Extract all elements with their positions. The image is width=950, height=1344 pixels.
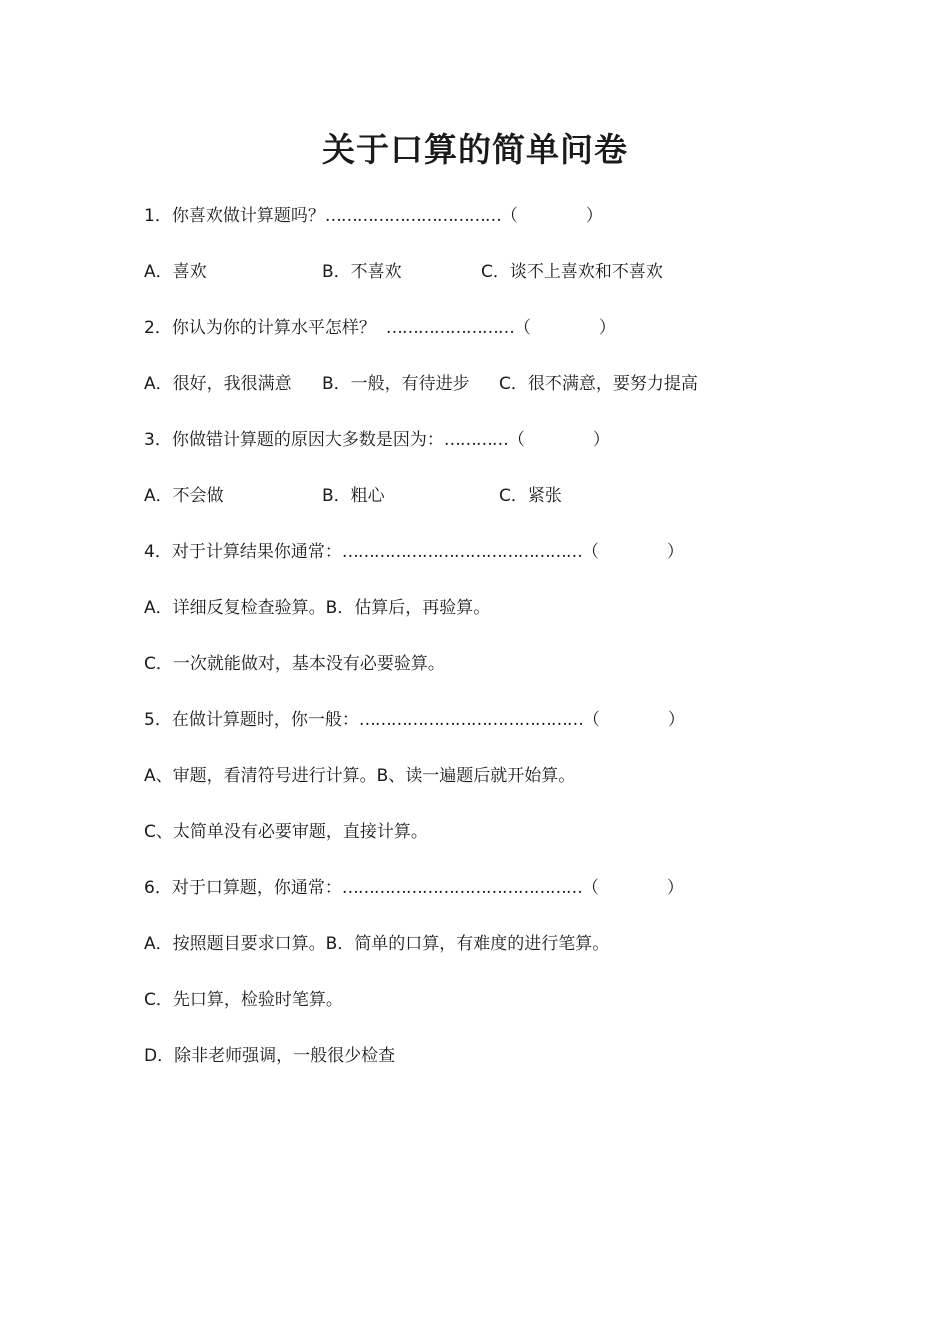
question-3 — [144, 427, 610, 453]
question-text: 你认为你的计算水平怎样？ — [171, 318, 376, 338]
option-label: C． — [481, 262, 510, 282]
option-text: 很不满意，要努力提高 — [527, 374, 698, 394]
option-d[interactable] — [144, 1046, 395, 1066]
option-text: 太简单没有必要审题，直接计算。 — [172, 822, 428, 842]
answer-blank[interactable]: （ ） — [507, 430, 610, 450]
question-number: 4． — [144, 542, 172, 562]
option-label: A． — [144, 374, 173, 394]
answer-blank[interactable]: （ ） — [500, 206, 603, 226]
question-5-options-line-1 — [144, 763, 575, 789]
question-4-options-line-2 — [144, 651, 445, 677]
question-number: 1． — [144, 206, 172, 226]
option-text: 先口算，检验时笔算。 — [172, 990, 343, 1010]
option-a[interactable] — [144, 766, 377, 786]
option-text: 粗心 — [350, 486, 385, 506]
answer-blank[interactable]: （ ） — [513, 318, 616, 338]
question-4-options-line-1 — [144, 595, 490, 621]
option-label: B． — [322, 374, 351, 394]
option-text: 一次就能做对，基本没有必要验算。 — [172, 654, 445, 674]
option-label: B． — [325, 598, 355, 618]
question-text: 对于计算结果你通常： — [171, 542, 342, 562]
question-text: 你做错计算题的原因大多数是因为： — [171, 430, 444, 450]
option-text: 读一遍题后就开始算。 — [405, 766, 576, 786]
option-label: B． — [325, 934, 355, 954]
option-text: 不会做 — [172, 486, 224, 506]
option-a[interactable] — [144, 259, 207, 285]
option-label: A． — [144, 486, 173, 506]
question-6-options-line-1 — [144, 931, 609, 957]
option-label: C． — [144, 654, 173, 674]
option-text: 紧张 — [527, 486, 562, 506]
question-6 — [144, 875, 684, 901]
option-text: 按照题目要求口算。 — [172, 934, 326, 954]
option-b[interactable] — [377, 766, 576, 786]
option-text: 谈不上喜欢和不喜欢 — [509, 262, 663, 282]
option-b[interactable] — [322, 483, 385, 509]
option-text: 一般，有待进步 — [350, 374, 470, 394]
option-label: B． — [322, 262, 351, 282]
option-b[interactable] — [326, 598, 491, 618]
option-label: A． — [144, 262, 173, 282]
option-text: 喜欢 — [172, 262, 207, 282]
question-number: 6． — [144, 878, 172, 898]
option-b[interactable] — [322, 371, 470, 397]
answer-blank[interactable]: （ ） — [582, 710, 685, 730]
option-text: 不喜欢 — [350, 262, 402, 282]
option-label: A、 — [144, 766, 173, 786]
option-text: 详细反复检查验算。 — [172, 598, 326, 618]
question-6-options-line-3 — [144, 1043, 395, 1069]
option-c[interactable] — [144, 822, 428, 842]
option-a[interactable] — [144, 483, 224, 509]
option-c[interactable] — [144, 990, 343, 1010]
option-label: B、 — [376, 766, 406, 786]
option-label: C、 — [144, 822, 173, 842]
leader-dots: ………… — [443, 430, 508, 450]
question-5-options-line-2 — [144, 819, 428, 845]
option-a[interactable] — [144, 934, 326, 954]
option-a[interactable] — [144, 371, 292, 397]
option-b[interactable] — [322, 259, 402, 285]
option-b[interactable] — [326, 934, 610, 954]
question-text: 对于口算题，你通常： — [171, 878, 342, 898]
question-1-options — [144, 259, 764, 285]
option-text: 审题，看清符号进行计算。 — [172, 766, 377, 786]
option-label: A． — [144, 598, 173, 618]
question-number: 5． — [144, 710, 172, 730]
option-c[interactable] — [144, 654, 445, 674]
question-number: 3． — [144, 430, 172, 450]
option-c[interactable] — [499, 371, 698, 397]
question-5 — [144, 707, 685, 733]
option-c[interactable] — [499, 483, 562, 509]
option-text: 很好，我很满意 — [172, 374, 292, 394]
question-6-options-line-2 — [144, 987, 343, 1013]
question-text: 你喜欢做计算题吗？ — [171, 206, 325, 226]
leader-dots: ……………………………………… — [341, 542, 582, 562]
option-label: D． — [144, 1046, 175, 1066]
question-text: 在做计算题时，你一般： — [171, 710, 359, 730]
option-text: 估算后，再验算。 — [354, 598, 491, 618]
question-number: 2． — [144, 318, 172, 338]
option-label: B． — [322, 486, 351, 506]
option-label: C． — [499, 374, 528, 394]
option-text: 除非老师强调，一般很少检查 — [174, 1046, 396, 1066]
option-c[interactable] — [481, 259, 663, 285]
option-label: C． — [144, 990, 173, 1010]
answer-blank[interactable]: （ ） — [581, 878, 684, 898]
question-2 — [144, 315, 616, 341]
question-1 — [144, 203, 603, 229]
question-4 — [144, 539, 684, 565]
option-text: 简单的口算，有难度的进行笔算。 — [354, 934, 610, 954]
option-label: C． — [499, 486, 528, 506]
leader-dots: …………………… — [385, 318, 514, 338]
page-title: 关于口算的简单问卷 — [322, 130, 628, 169]
leader-dots: …………………………… — [324, 206, 501, 226]
leader-dots: ……………………………………… — [341, 878, 582, 898]
option-label: A． — [144, 934, 173, 954]
question-3-options — [144, 483, 764, 509]
question-2-options — [144, 371, 764, 397]
answer-blank[interactable]: （ ） — [581, 542, 684, 562]
leader-dots: …………………………………… — [358, 710, 583, 730]
option-a[interactable] — [144, 598, 326, 618]
